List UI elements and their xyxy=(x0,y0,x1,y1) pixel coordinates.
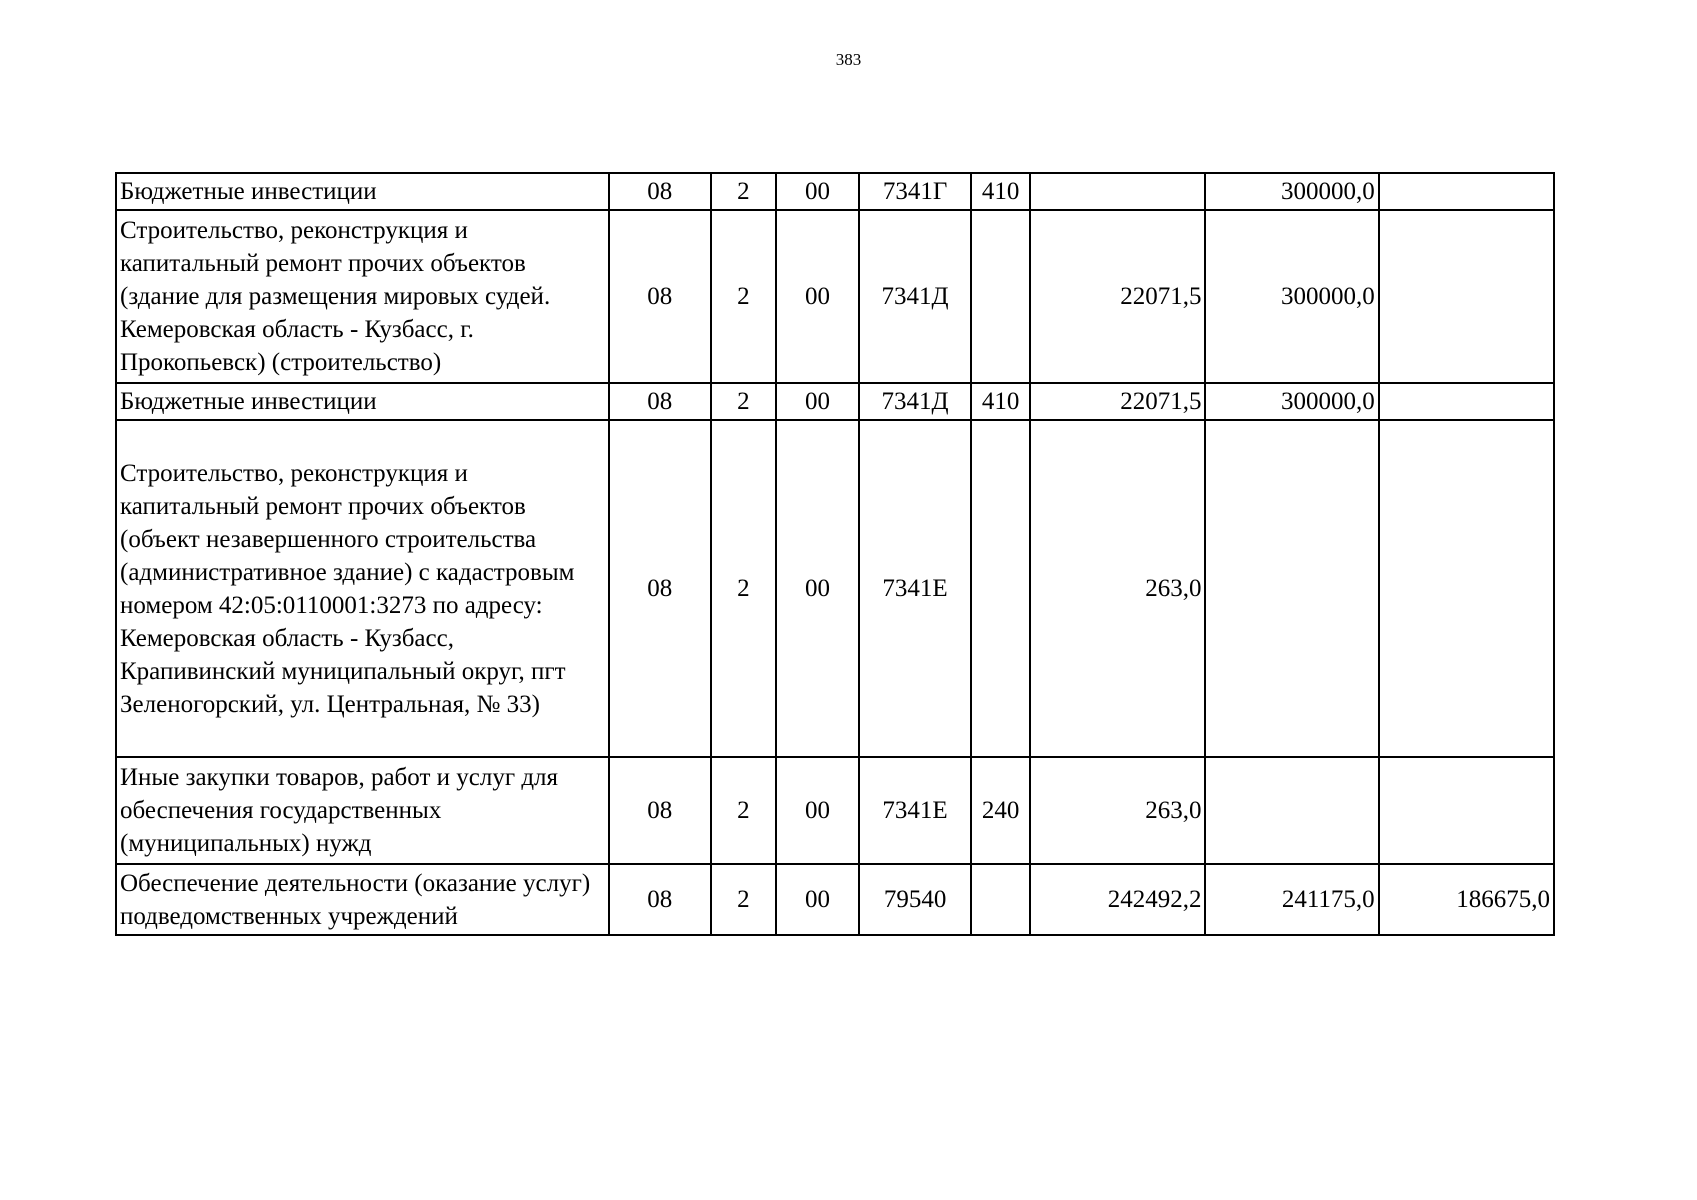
amount-year-3 xyxy=(1379,757,1554,864)
amount-year-2: 300000,0 xyxy=(1205,173,1378,210)
amount-year-2: 300000,0 xyxy=(1205,383,1378,420)
row-description: Бюджетные инвестиции xyxy=(116,383,609,420)
expense-type-code xyxy=(971,864,1030,935)
direction-code: 7341Г xyxy=(859,173,971,210)
section-code: 08 xyxy=(609,864,711,935)
amount-year-1: 263,0 xyxy=(1030,420,1205,757)
amount-year-1: 22071,5 xyxy=(1030,383,1205,420)
table-row xyxy=(116,173,1554,210)
expense-type-code xyxy=(971,210,1030,383)
section-code: 08 xyxy=(609,173,711,210)
section-code: 08 xyxy=(609,383,711,420)
program-code: 2 xyxy=(711,210,776,383)
direction-code: 7341Д xyxy=(859,383,971,420)
row-description: Иные закупки товаров, работ и услуг для обеспечения государственных (муниципальных) нужд xyxy=(116,757,609,864)
direction-code: 7341Д xyxy=(859,210,971,383)
amount-year-3 xyxy=(1379,383,1554,420)
subprogram-code: 00 xyxy=(776,173,859,210)
program-code: 2 xyxy=(711,864,776,935)
subprogram-code: 00 xyxy=(776,210,859,383)
amount-year-1: 242492,2 xyxy=(1030,864,1205,935)
expense-type-code: 410 xyxy=(971,383,1030,420)
direction-code: 79540 xyxy=(859,864,971,935)
expense-type-code: 240 xyxy=(971,757,1030,864)
row-description: Бюджетные инвестиции xyxy=(116,173,609,210)
page-number: 383 xyxy=(835,50,862,69)
section-code: 08 xyxy=(609,420,711,757)
amount-year-3: 186675,0 xyxy=(1379,864,1554,935)
amount-year-2 xyxy=(1205,757,1378,864)
row-description: Обеспечение деятельности (оказание услуг) подведомственных учреждений xyxy=(116,864,609,935)
program-code: 2 xyxy=(711,383,776,420)
amount-year-3 xyxy=(1379,210,1554,383)
amount-year-2: 241175,0 xyxy=(1205,864,1378,935)
table-row xyxy=(116,210,1554,383)
table-row xyxy=(116,420,1554,757)
section-code: 08 xyxy=(609,757,711,864)
amount-year-2: 300000,0 xyxy=(1205,210,1378,383)
expense-type-code: 410 xyxy=(971,173,1030,210)
program-code: 2 xyxy=(711,757,776,864)
amount-year-3 xyxy=(1379,420,1554,757)
amount-year-1: 22071,5 xyxy=(1030,210,1205,383)
program-code: 2 xyxy=(711,420,776,757)
expense-type-code xyxy=(971,420,1030,757)
row-description: Строительство, реконструкция и капитальный ремонт прочих объектов (здание для размещения мировых судей. Кемеровская область - Кузбасс, г. Прокопьевск) (строительство) xyxy=(116,210,609,383)
direction-code: 7341Е xyxy=(859,420,971,757)
section-code: 08 xyxy=(609,210,711,383)
row-description: Строительство, реконструкция и капитальный ремонт прочих объектов (объект незавершенного строительства (административное здание) с кадастровым номером 42:05:0110001:3273 по адресу: Кемеровская область - Кузбасс, Крапивинский муниципальный округ, пгт Зеленогорский, ул. Центральная, № 33) xyxy=(116,420,609,757)
amount-year-3 xyxy=(1379,173,1554,210)
budget-table xyxy=(115,172,1555,936)
direction-code: 7341Е xyxy=(859,757,971,864)
subprogram-code: 00 xyxy=(776,383,859,420)
program-code: 2 xyxy=(711,173,776,210)
subprogram-code: 00 xyxy=(776,757,859,864)
subprogram-code: 00 xyxy=(776,864,859,935)
table-row xyxy=(116,864,1554,935)
subprogram-code: 00 xyxy=(776,420,859,757)
table-row xyxy=(116,383,1554,420)
table-row xyxy=(116,757,1554,864)
amount-year-2 xyxy=(1205,420,1378,757)
amount-year-1: 263,0 xyxy=(1030,757,1205,864)
amount-year-1 xyxy=(1030,173,1205,210)
